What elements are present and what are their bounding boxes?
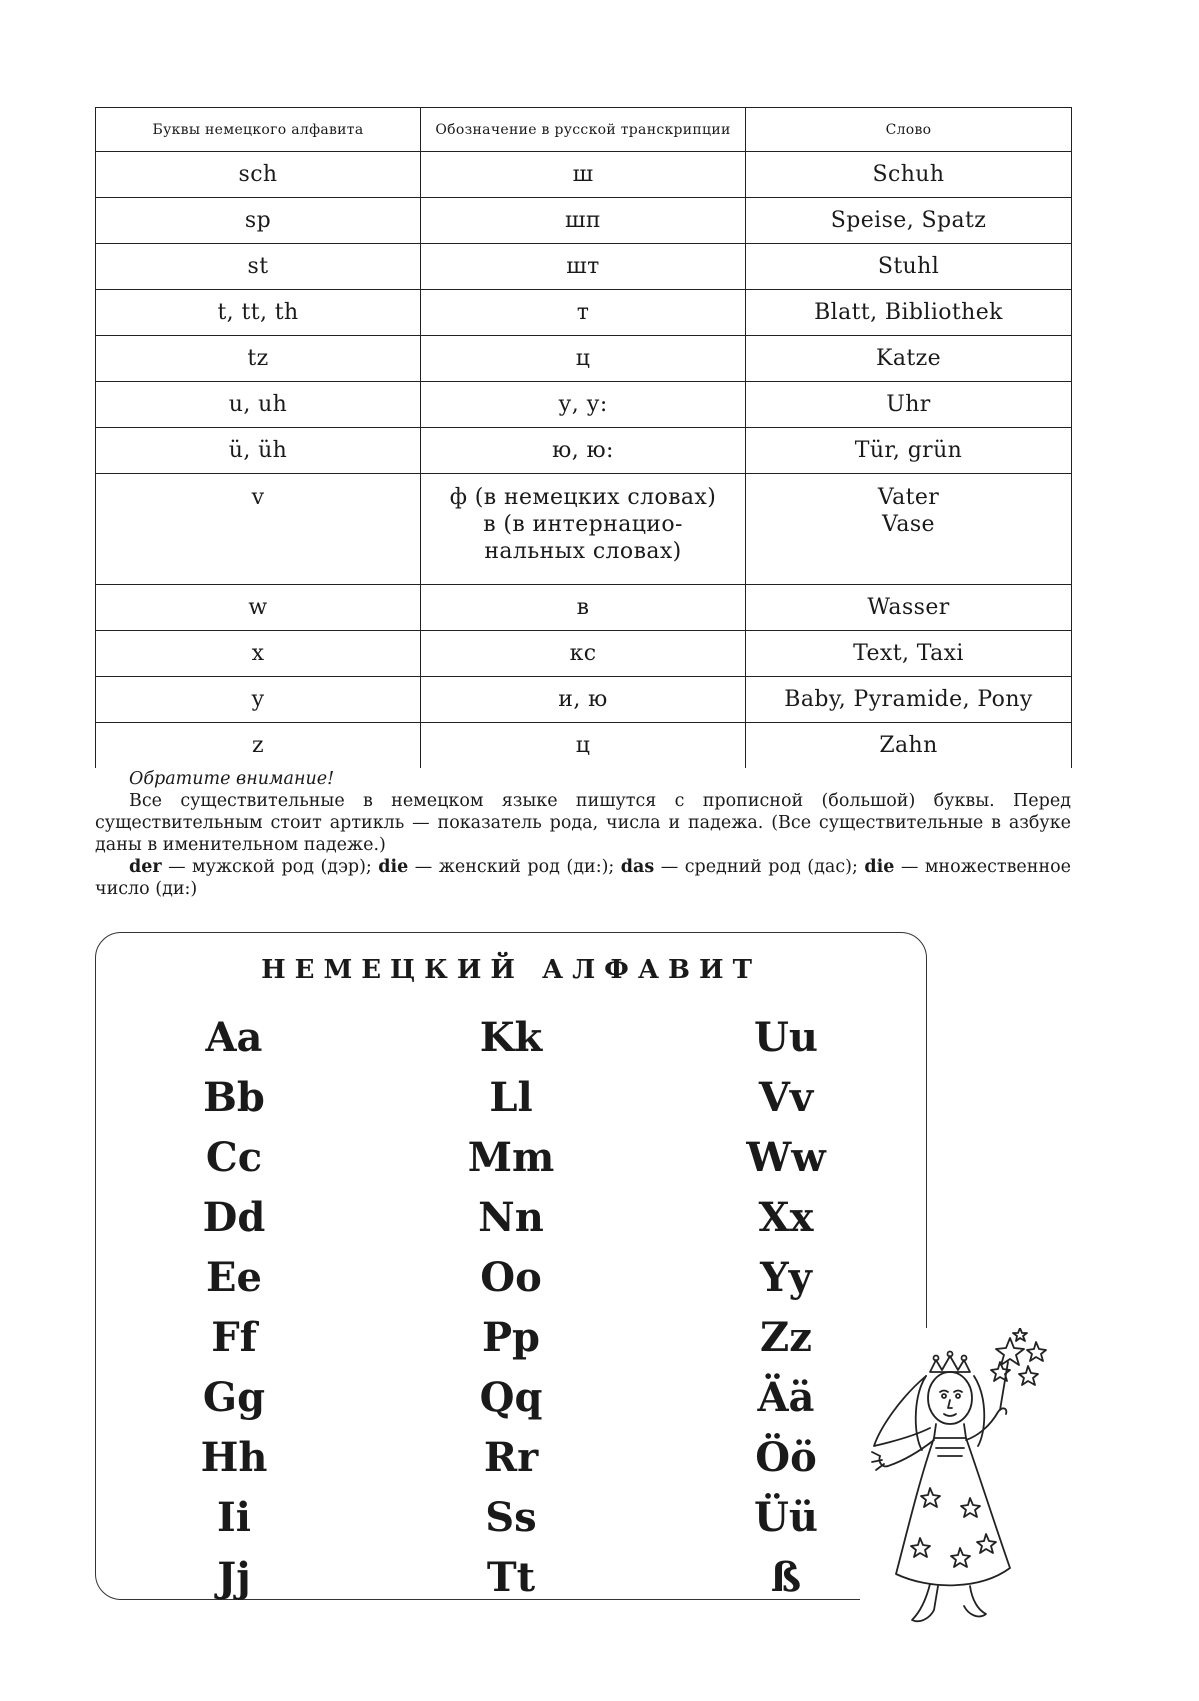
alphabet-letter: Rr xyxy=(483,1434,539,1481)
cell-letters: ü, üh xyxy=(96,428,421,474)
alphabet-letter: Xx xyxy=(758,1194,814,1241)
cell-letters: sch xyxy=(96,152,421,198)
note-title: Обратите внимание! xyxy=(129,769,335,789)
table-row xyxy=(96,382,1072,428)
cell-letters: y xyxy=(96,677,421,723)
transcription-line: ф (в немецких словах) xyxy=(449,485,717,510)
table-row xyxy=(96,336,1072,382)
cell-letters: st xyxy=(96,244,421,290)
table-header-row xyxy=(96,108,1072,152)
word-line: Tür, grün xyxy=(854,438,963,463)
table-body xyxy=(96,152,1072,769)
cell-word xyxy=(746,428,1072,474)
table-row xyxy=(96,198,1072,244)
article-die: die xyxy=(864,857,895,877)
cell-letters: t, tt, th xyxy=(96,290,421,336)
word-line: Stuhl xyxy=(877,254,940,279)
cell-letters: sp xyxy=(96,198,421,244)
word-line: Katze xyxy=(875,346,941,371)
note-section xyxy=(95,768,1071,900)
word-line: Vase xyxy=(882,512,935,537)
alphabet-letter: Üü xyxy=(754,1494,818,1541)
alphabet-title: НЕМЕЦКИЙ АЛФАВИТ xyxy=(261,955,761,985)
cell-word xyxy=(746,152,1072,198)
transcription-line: ц xyxy=(575,733,591,758)
table-row xyxy=(96,585,1072,631)
cell-transcription xyxy=(421,244,746,290)
note-paragraph: Все существительные в немецком языке пишутся с прописной (большой) буквы. Перед существительным стоит артикль — показатель рода, числа и падежа. (Все существительные в азбуке даны в именительном падеже.) xyxy=(95,791,1071,855)
cell-transcription xyxy=(421,336,746,382)
cell-transcription xyxy=(421,631,746,677)
header-word: Слово xyxy=(746,108,1072,152)
alphabet-letter: Qq xyxy=(479,1374,543,1421)
word-line: Text, Taxi xyxy=(853,641,964,666)
alphabet-letter: Gg xyxy=(202,1374,266,1421)
word-line: Vater xyxy=(877,485,940,510)
table-row xyxy=(96,631,1072,677)
article-description: — мужской род (дэр); xyxy=(161,857,379,877)
alphabet-column-1 xyxy=(154,1008,314,1608)
cell-letters: z xyxy=(96,723,421,769)
table-row xyxy=(96,290,1072,336)
word-line: Zahn xyxy=(879,733,938,758)
cell-transcription xyxy=(421,723,746,769)
cell-word xyxy=(746,585,1072,631)
cell-letters: w xyxy=(96,585,421,631)
cell-word xyxy=(746,290,1072,336)
table-row xyxy=(96,152,1072,198)
table-row xyxy=(96,677,1072,723)
transcription-line: в xyxy=(576,595,590,620)
cell-transcription xyxy=(421,428,746,474)
transcription-line: нальных словах) xyxy=(484,539,682,564)
word-line: Baby, Pyramide, Pony xyxy=(784,687,1033,712)
alphabet-column-2 xyxy=(431,1008,591,1608)
stars-icon xyxy=(991,1328,1046,1385)
transcription-line: шт xyxy=(566,254,600,279)
alphabet-letter: Bb xyxy=(203,1074,265,1121)
cell-transcription xyxy=(421,382,746,428)
alphabet-letter: ß xyxy=(770,1554,802,1601)
cell-letters: x xyxy=(96,631,421,677)
alphabet-letter: Ss xyxy=(485,1494,537,1541)
transcription-line: и, ю xyxy=(558,687,608,712)
article-description: — средний род (дас); xyxy=(654,857,865,877)
alphabet-letter: Uu xyxy=(754,1014,818,1061)
alphabet-table xyxy=(95,107,1072,768)
articles-line xyxy=(95,856,1071,900)
cell-word xyxy=(746,336,1072,382)
cell-word xyxy=(746,677,1072,723)
alphabet-letter: Ii xyxy=(217,1494,251,1541)
cell-transcription xyxy=(421,290,746,336)
alphabet-letter: Ff xyxy=(211,1314,257,1361)
alphabet-letter: Oo xyxy=(480,1254,542,1301)
cell-word xyxy=(746,198,1072,244)
cell-word xyxy=(746,382,1072,428)
alphabet-letter: Cc xyxy=(205,1134,263,1181)
cell-word xyxy=(746,631,1072,677)
cell-transcription xyxy=(421,198,746,244)
article-description: — женский род (ди:); xyxy=(408,857,621,877)
transcription-line: т xyxy=(576,300,590,325)
transcription-line: кс xyxy=(569,641,597,666)
alphabet-letter: Ää xyxy=(757,1374,815,1421)
alphabet-letter: Aa xyxy=(205,1014,263,1061)
alphabet-letter: Ll xyxy=(489,1074,533,1121)
header-transcription: Обозначение в русской транскрипции xyxy=(421,108,746,152)
alphabet-letter: Pp xyxy=(481,1314,541,1361)
cell-word xyxy=(746,474,1072,585)
alphabet-letter: Zz xyxy=(760,1314,812,1361)
alphabet-letter: Jj xyxy=(217,1554,251,1601)
transcription-line: ц xyxy=(575,346,591,371)
alphabet-letter: Tt xyxy=(486,1554,536,1601)
table-row xyxy=(96,723,1072,769)
word-line: Speise, Spatz xyxy=(830,208,987,233)
cell-transcription xyxy=(421,585,746,631)
alphabet-letter: Yy xyxy=(760,1254,812,1301)
article-der: der xyxy=(129,857,162,877)
alphabet-letter: Mm xyxy=(467,1134,555,1181)
alphabet-letter: Nn xyxy=(478,1194,544,1241)
alphabet-column-3 xyxy=(706,1008,866,1608)
header-letters: Буквы немецкого алфавита xyxy=(96,108,421,152)
transcription-line: в (в интернацио- xyxy=(483,512,683,537)
alphabet-letter: Hh xyxy=(200,1434,268,1481)
alphabet-letter: Dd xyxy=(202,1194,266,1241)
transcription-line: ш xyxy=(572,162,594,187)
cell-word xyxy=(746,244,1072,290)
transcription-line: ю, ю: xyxy=(552,438,614,463)
alphabet-letter: Ww xyxy=(746,1134,826,1181)
word-line: Blatt, Bibliothek xyxy=(814,300,1003,325)
alphabet-letter: Ee xyxy=(206,1254,262,1301)
table-row xyxy=(96,428,1072,474)
cell-transcription xyxy=(421,677,746,723)
word-line: Wasser xyxy=(867,595,950,620)
alphabet-box xyxy=(95,932,927,1600)
transcription-line: у, у: xyxy=(558,392,608,417)
alphabet-letter: Vv xyxy=(758,1074,814,1121)
article-description: — множественное число (ди:) xyxy=(95,857,1071,899)
article-das: das xyxy=(620,857,655,877)
cell-transcription xyxy=(421,152,746,198)
cell-letters: v xyxy=(96,474,421,585)
cell-word xyxy=(746,723,1072,769)
cell-letters: tz xyxy=(96,336,421,382)
alphabet-letter: Öö xyxy=(755,1434,817,1481)
cell-transcription xyxy=(421,474,746,585)
fairy-princess-with-wand-illustration xyxy=(860,1328,1090,1628)
word-line: Schuh xyxy=(872,162,945,187)
transcription-line: шп xyxy=(565,208,601,233)
alphabet-letter: Kk xyxy=(479,1014,543,1061)
table-row xyxy=(96,474,1072,585)
article-die: die xyxy=(378,857,409,877)
table-row xyxy=(96,244,1072,290)
word-line: Uhr xyxy=(886,392,931,417)
cell-letters: u, uh xyxy=(96,382,421,428)
